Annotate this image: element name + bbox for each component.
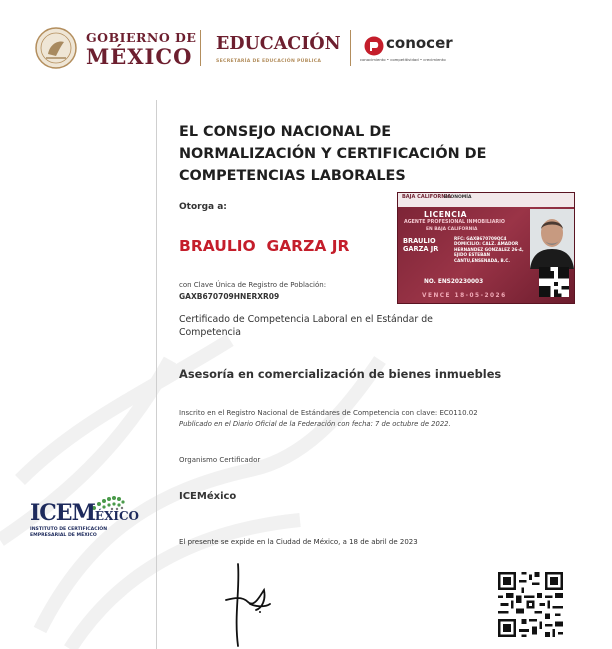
header-divider [350, 30, 351, 66]
grants-label: Otorga a: [179, 202, 227, 212]
header-divider [200, 30, 201, 66]
license-qr-icon [538, 267, 570, 297]
curp-label: con Clave Única de Registro de Población: [179, 281, 327, 289]
license-card-dept-logo: ECONOMÍA [444, 195, 472, 200]
header-logos [34, 26, 504, 72]
educacion-subtitle: SECRETARÍA DE EDUCACIÓN PÚBLICA [216, 59, 322, 64]
vertical-divider [156, 100, 157, 649]
icem-wordmark [30, 502, 139, 524]
mexico-coat-of-arms-icon [34, 26, 78, 70]
conocer-logo: conocer [386, 34, 453, 52]
issuer-title: EL CONSEJO NACIONAL DE NORMALIZACIÓN Y CERTIFICACIÓN DE COMPETENCIAS LABORALES [179, 124, 487, 184]
qr-code-icon [498, 572, 563, 637]
conocer-tagline: conocimiento • competitividad • crecimiento [360, 57, 446, 62]
icem-logo [30, 494, 139, 544]
conocer-logo-icon [364, 36, 384, 56]
curp-value: GAXB670709HNERXR09 [179, 292, 280, 301]
license-card-title: LICENCIA [424, 210, 468, 219]
license-card-number: NO. ENS20230003 [424, 279, 484, 285]
license-card-details: RFC: GAXB670709QC4 DOMICILIO: CALZ. AMADOR HERNANDEZ GONZALEZ 26-4, EJIDO ESTEBAN CANTU,ENSENADA, B.C. [454, 236, 524, 263]
gobierno-mexico-logo [86, 32, 196, 67]
license-card-expiry: VENCE 18-05-2026 [422, 293, 507, 299]
publication-info: Publicado en el Diario Oficial de la Federación con fecha: 7 de octubre de 2022. [179, 420, 451, 428]
gob-line1: GOBIERNO DE [86, 30, 197, 45]
signature-icon [220, 560, 275, 648]
eagle-watermark-icon [0, 300, 420, 649]
license-card-name: BRAULIO GARZA JR [403, 237, 439, 253]
portrait-photo-icon [530, 209, 574, 269]
issue-date-statement: El presente se expide en la Ciudad de México, a 18 de abril de 2023 [179, 538, 418, 546]
license-card-state: EN BAJA CALIFORNIA [426, 227, 478, 232]
certificate-type: Certificado de Competencia Laboral en el Estándar de Competencia [179, 314, 433, 338]
certifying-org-name: ICEMéxico [179, 491, 237, 502]
license-card-image [397, 192, 575, 304]
icem-word-small: ÉXICO [94, 509, 139, 523]
icem-word: ICEM [30, 500, 95, 526]
competency-standard: Asesoría en comercialización de bienes inmuebles [179, 367, 502, 381]
educacion-logo: EDUCACIÓN [216, 34, 341, 54]
recipient-name: BRAULIO GARZA JR [179, 237, 350, 255]
icem-subtitle-1: INSTITUTO DE CERTIFICACIÓN [30, 527, 108, 532]
license-card-state-logo: BAJA CALIFORNIA [402, 194, 452, 200]
icem-subtitle-2: EMPRESARIAL DE MÉXICO [30, 533, 97, 538]
gob-line2: MÉXICO [86, 43, 193, 69]
registry-info: Inscrito en el Registro Nacional de Estándares de Competencia con clave: EC0110.02 [179, 409, 478, 417]
certifying-org-label: Organismo Certificador [179, 456, 261, 464]
license-card-role: AGENTE PROFESIONAL INMOBILIARIO [404, 220, 505, 225]
